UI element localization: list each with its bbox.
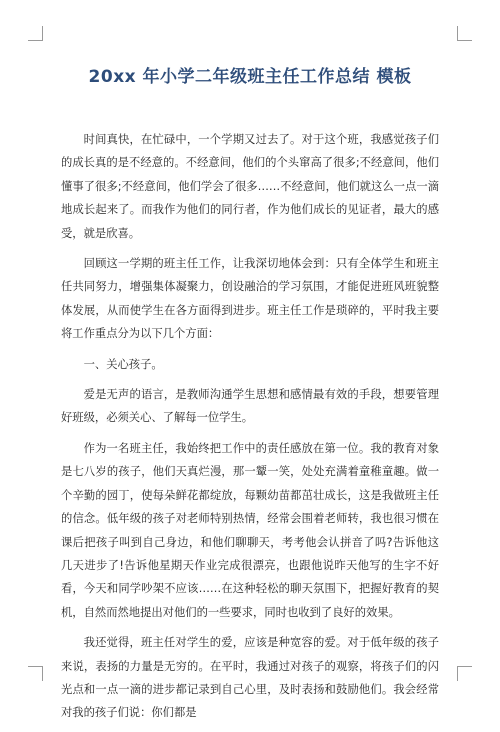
paragraph-intro: 时间真快，在忙碌中，一个学期又过去了。对于这个班，我感觉孩子们的成长真的是不经意的。不经意间，他们的个头窜高了很多;不经意间，他们懂事了很多;不经意间，他们学会了很多……不经意间，他们就这么一点一滴地成长起来了。而我作为他们的同行者，作为他们成长的见证者，最大的感受，就是欣喜。 (61, 133, 439, 240)
section-heading-care: 一、关心孩子。 (83, 357, 163, 371)
paragraph-tolerance: 我还觉得，班主任对学生的爱，应该是种宽容的爱。对于低年级的孩子来说，表扬的力量是无穷的。在平时，我通过对孩子的观察，将孩子们的闪光点和一点一滴的进步都记录到自己心里，及时表扬和鼓励他们。我会经常对我的孩子们说：你们都是 (61, 636, 439, 720)
document-title: 20xx 年小学二年级班主任工作总结 模板 (88, 67, 412, 87)
paragraph-review: 回顾这一学期的班主任工作，让我深切地体会到：只有全体学生和班主任共同努力，增强集体凝聚力，创设融洽的学习氛围，才能促进班风班貌整体发展，从而使学生在各方面得到进步。班主任工作是琐碎的，平时我主要将工作重点分为以下几个方面： (61, 257, 439, 341)
page-corner-mark-top-left (28, 26, 43, 41)
paragraph-love: 爱是无声的语言，是教师沟通学生思想和感情最有效的手段，想要管理好班级，必须关心、了解每一位学生。 (61, 388, 439, 425)
paragraph-responsibility: 作为一名班主任，我始终把工作中的责任感放在第一位。我的教育对象是七八岁的孩子，他们天真烂漫，那一颦一笑，处处充满着童稚童趣。做一个辛勤的园丁，使每朵鲜花都绽放，每颗幼苗都茁壮成长，这是我做班主任的信念。低年级的孩子对老师特别热情，经常会围着老师转，我也很习惯在课后把孩子叫到自己身边，和他们聊聊天，考考他会认拼音了吗?告诉他这几天进步了!告诉他星期天作业完成很漂亮，也跟他说昨天他写的生字不好看，今天和同学吵架不应该……在这种轻松的聊天氛围下，把握好教育的契机，自然而然地提出对他们的一些要求，同时也收到了良好的效果。 (61, 441, 439, 619)
page-corner-mark-bottom-left (28, 666, 43, 681)
document-body (61, 128, 439, 732)
page-corner-mark-top-right (457, 26, 472, 41)
page-corner-mark-bottom-right (457, 666, 472, 681)
